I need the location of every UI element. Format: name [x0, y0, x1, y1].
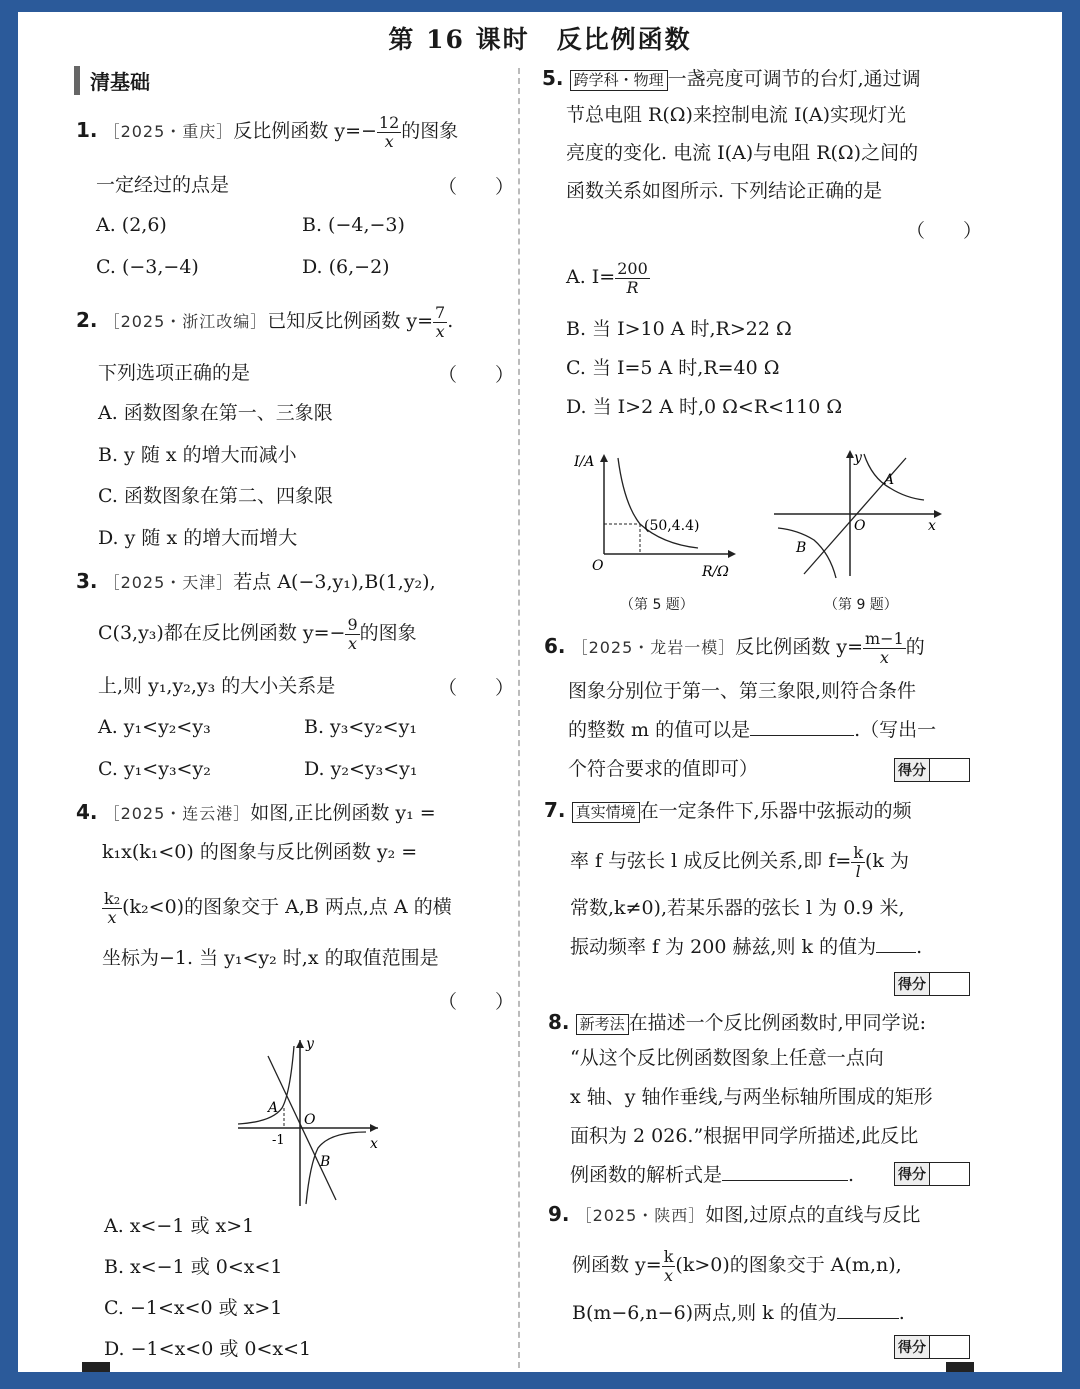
q3-answer-paren: （ ） — [438, 677, 515, 699]
q4-frac-num: k₂ — [104, 889, 121, 908]
fig5-y-label: I/A — [574, 454, 595, 470]
q7-line-2 — [570, 844, 909, 880]
q8-stem-a: 在描述一个反比例函数时,甲同学说: — [628, 1012, 927, 1034]
q5-line-4: 函数关系如图所示. 下列结论正确的是 — [566, 180, 883, 202]
q2-option-b: B. y 随 x 的增大而减小 — [98, 444, 297, 466]
q4-line-1 — [76, 798, 436, 827]
fig5-x-label: R/Ω — [702, 564, 729, 580]
q7-score-box[interactable] — [894, 972, 970, 996]
q8-line-4: 面积为 2 026.”根据甲同学所描述,此反比 — [570, 1125, 919, 1147]
q4-option-d: D. −1<x<0 或 0<x<1 — [104, 1338, 312, 1360]
q5-frac-num: 200 — [617, 259, 648, 278]
q6-line-4: 个符合要求的值即可） — [568, 758, 759, 780]
q3-option-b: B. y₃<y₂<y₁ — [304, 716, 417, 738]
q3-frac-num: 9 — [347, 615, 358, 634]
q4-point-b-label: B — [320, 1154, 331, 1170]
fig9-point-a-label: A — [884, 472, 895, 488]
q8-line-3: x 轴、y 轴作垂线,与两坐标轴所围成的矩形 — [570, 1086, 933, 1108]
q5-answer-paren: （ ） — [906, 220, 983, 242]
q6-stem-e: .（写出一 — [854, 719, 937, 741]
q6-fraction — [863, 630, 906, 666]
q3-stem-c: 的图象 — [359, 622, 417, 645]
q1-stem-a: 反比例函数 y=− — [233, 120, 377, 143]
q1-fraction — [377, 114, 401, 150]
q1-option-a: A. (2,6) — [96, 214, 167, 236]
page-corner-mark-left — [82, 1362, 110, 1372]
q3-stem-b: C(3,y₃)都在反比例函数 y=− — [98, 622, 346, 645]
q3-option-c: C. y₁<y₃<y₂ — [98, 758, 211, 780]
fig9-y-arrow — [846, 450, 854, 458]
q1-option-d: D. (6,−2) — [302, 256, 390, 278]
q8-stem-e: 例函数的解析式是 — [570, 1164, 723, 1186]
q1-option-c: C. (−3,−4) — [96, 256, 199, 278]
fig9-point-b-label: B — [796, 540, 807, 556]
q9-line-3 — [572, 1300, 905, 1327]
q4-point-a-label: A — [268, 1100, 279, 1116]
fig5-origin-label: O — [592, 558, 604, 574]
q1-stem-b: 的图象 — [401, 120, 459, 143]
q4-fraction — [102, 890, 122, 926]
q1-line-1 — [76, 114, 458, 150]
q6-frac-den: x — [879, 647, 889, 667]
fig5-caption: （第 5 题） — [620, 597, 694, 613]
q5-number: 5. — [542, 66, 564, 90]
q9-frac-num: k — [663, 1247, 674, 1266]
q4-stem-a: 如图,正比例函数 y₁ = — [250, 802, 436, 824]
q5-line-3: 亮度的变化. 电流 I(A)与电阻 R(Ω)之间的 — [566, 142, 919, 164]
q8-line-1 — [548, 1008, 926, 1037]
q4-number: 4. — [76, 800, 98, 824]
q2-answer-paren: （ ） — [438, 364, 515, 386]
q7-line-4 — [570, 934, 922, 961]
q6-stem-b: 的 — [905, 636, 925, 659]
q1-number: 1. — [76, 118, 98, 143]
fig5-curve — [618, 458, 698, 548]
fig5-x-arrow — [728, 550, 736, 558]
fig9-y-label: y — [854, 450, 862, 466]
section-heading: 清基础 — [74, 66, 150, 95]
fig9-x-arrow — [934, 510, 942, 518]
q3-option-d: D. y₂<y₃<y₁ — [304, 758, 418, 780]
q4-minus-one-label: -1 — [272, 1133, 285, 1148]
q9-score-label: 得分 — [895, 1336, 930, 1358]
q2-line-2: 下列选项正确的是 — [98, 362, 251, 384]
q4-x-label: x — [370, 1136, 378, 1152]
q7-stem-f: . — [916, 936, 923, 958]
q2-frac-num: 7 — [435, 303, 446, 322]
page-title: 第 16 课时 反比例函数 — [388, 25, 692, 54]
q3-option-a: A. y₁<y₂<y₃ — [98, 716, 211, 738]
q8-tag: 新考法 — [576, 1014, 629, 1035]
fig9-origin-label: O — [854, 518, 866, 534]
q6-answer-blank[interactable] — [750, 735, 854, 736]
q7-line-1 — [544, 796, 912, 825]
q7-frac-num: k — [853, 843, 864, 862]
q5-frac-den: R — [626, 277, 639, 297]
q3-source: ［2025・天津］ — [103, 573, 234, 592]
q7-fraction — [851, 844, 865, 880]
q1-line-2: 一定经过的点是 — [96, 174, 230, 196]
q4-option-a: A. x<−1 或 x>1 — [104, 1215, 255, 1237]
q7-tag: 真实情境 — [572, 802, 640, 823]
q8-number: 8. — [548, 1010, 570, 1034]
q4-line-4: 坐标为−1. 当 y₁<y₂ 时,x 的取值范围是 — [102, 947, 439, 969]
q1-frac-num: 12 — [378, 113, 400, 132]
q2-option-c: C. 函数图象在第二、四象限 — [98, 485, 333, 507]
q9-line-1 — [548, 1200, 920, 1229]
q9-stem-a: 如图,过原点的直线与反比 — [705, 1204, 921, 1226]
q4-line-2: k₁x(k₁<0) 的图象与反比例函数 y₂ = — [102, 841, 418, 863]
q4-source: ［2025・连云港］ — [103, 804, 251, 823]
q1-frac-den: x — [384, 131, 394, 151]
q7-line-3: 常数,k≠0),若某乐器的弦长 l 为 0.9 米, — [570, 897, 905, 919]
q4-y-arrow — [296, 1040, 304, 1048]
q5-option-a-fraction — [615, 260, 650, 296]
q8-score-label: 得分 — [895, 1163, 930, 1185]
q8-stem-f: . — [848, 1164, 855, 1186]
q9-stem-e: . — [898, 1302, 905, 1324]
q7-stem-b: 率 f 与弦长 l 成反比例关系,即 f= — [570, 850, 852, 873]
q6-line-2: 图象分别位于第一、第三象限,则符合条件 — [568, 680, 917, 702]
q4-x-arrow — [370, 1124, 378, 1132]
q6-score-box[interactable] — [894, 758, 970, 782]
q4-y-label: y — [306, 1036, 314, 1052]
q2-option-d: D. y 随 x 的增大而增大 — [98, 527, 298, 549]
fig5-graph — [574, 444, 744, 582]
fig5-point-label: (50,4.4) — [644, 518, 700, 534]
q4-option-b: B. x<−1 或 0<x<1 — [104, 1256, 283, 1278]
q2-option-a: A. 函数图象在第一、三象限 — [98, 402, 333, 424]
q7-number: 7. — [544, 798, 566, 822]
q9-stem-b: 例函数 y= — [572, 1254, 662, 1277]
q9-score-box[interactable] — [894, 1335, 970, 1359]
fig9-x-label: x — [928, 518, 936, 534]
q9-answer-blank[interactable] — [837, 1318, 899, 1319]
q4-option-c: C. −1<x<0 或 x>1 — [104, 1297, 283, 1319]
q4-curve-left — [238, 1046, 294, 1124]
q2-line-1 — [76, 304, 453, 340]
q8-line-2: “从这个反比例函数图象上任意一点向 — [570, 1047, 884, 1069]
q8-score-box[interactable] — [894, 1162, 970, 1186]
q3-line-2 — [98, 616, 417, 652]
q9-stem-c: (k>0)的图象交于 A(m,n), — [675, 1254, 902, 1277]
q4-line-3 — [102, 890, 452, 926]
q5-option-a — [566, 260, 650, 296]
q9-fraction — [662, 1248, 676, 1284]
q9-frac-den: x — [664, 1265, 674, 1285]
q6-source: ［2025・龙岩一模］ — [571, 638, 736, 658]
q2-source: ［2025・浙江改编］ — [103, 312, 268, 332]
q5-option-b: B. 当 I>10 A 时,R>22 Ω — [566, 318, 792, 340]
q1-answer-paren: （ ） — [438, 176, 515, 198]
q4-stem-c: (k₂<0)的图象交于 A,B 两点,点 A 的横 — [122, 896, 452, 919]
q7-stem-a: 在一定条件下,乐器中弦振动的频 — [639, 800, 912, 822]
q8-answer-blank[interactable] — [722, 1180, 848, 1181]
q1-source: ［2025・重庆］ — [103, 122, 234, 142]
q4-curve-right — [306, 1132, 366, 1204]
page-corner-mark-right — [946, 1362, 974, 1372]
q1-option-b: B. (−4,−3) — [302, 214, 405, 236]
q2-frac-den: x — [435, 321, 445, 341]
q7-answer-blank[interactable] — [876, 952, 916, 953]
q6-frac-num: m−1 — [865, 629, 904, 648]
q2-fraction — [433, 304, 447, 340]
fig9-graph — [768, 444, 948, 582]
q6-score-label: 得分 — [895, 759, 930, 781]
worksheet-page — [18, 12, 1062, 1372]
q2-number: 2. — [76, 308, 98, 333]
q5-stem-a: 一盏亮度可调节的台灯,通过调 — [667, 68, 921, 90]
q9-source: ［2025・陕西］ — [575, 1206, 706, 1225]
q6-number: 6. — [544, 634, 566, 659]
q5-option-a-text: A. I= — [566, 266, 616, 289]
q6-line-3 — [568, 717, 936, 744]
q8-line-5 — [570, 1162, 854, 1189]
q6-line-1 — [544, 630, 925, 666]
q6-stem-a: 反比例函数 y= — [735, 636, 863, 659]
q4-origin-label: O — [304, 1112, 316, 1128]
q4-frac-den: x — [107, 907, 117, 927]
q5-option-c: C. 当 I=5 A 时,R=40 Ω — [566, 357, 780, 379]
q9-line-2 — [572, 1248, 902, 1284]
q2-stem-b: . — [447, 310, 454, 333]
q3-line-3: 上,则 y₁,y₂,y₃ 的大小关系是 — [98, 675, 336, 697]
q3-fraction — [345, 616, 359, 652]
q7-score-label: 得分 — [895, 973, 930, 995]
q4-graph — [232, 1036, 382, 1211]
q3-stem-a: 若点 A(−3,y₁),B(1,y₂), — [233, 571, 436, 593]
q5-line-1 — [542, 64, 921, 93]
q5-line-2: 节总电阻 R(Ω)来控制电流 I(A)实现灯光 — [566, 104, 907, 126]
q7-stem-e: 振动频率 f 为 200 赫兹,则 k 的值为 — [570, 936, 877, 958]
q5-tag: 跨学科・物理 — [570, 70, 668, 91]
q3-line-1 — [76, 567, 436, 596]
fig5-y-arrow — [600, 454, 608, 462]
q5-option-d: D. 当 I>2 A 时,0 Ω<R<110 Ω — [566, 396, 843, 418]
q6-stem-d: 的整数 m 的值可以是 — [568, 719, 751, 741]
q7-frac-den: l — [855, 861, 861, 881]
q4-answer-paren: （ ） — [438, 991, 515, 1013]
q9-number: 9. — [548, 1202, 570, 1226]
fig9-caption: （第 9 题） — [824, 597, 898, 613]
q2-stem-a: 已知反比例函数 y= — [267, 310, 433, 333]
q3-frac-den: x — [348, 633, 358, 653]
q3-number: 3. — [76, 569, 98, 593]
q7-stem-c: (k 为 — [865, 850, 909, 873]
q9-stem-d: B(m−6,n−6)两点,则 k 的值为 — [572, 1302, 837, 1324]
column-divider — [518, 68, 520, 1368]
